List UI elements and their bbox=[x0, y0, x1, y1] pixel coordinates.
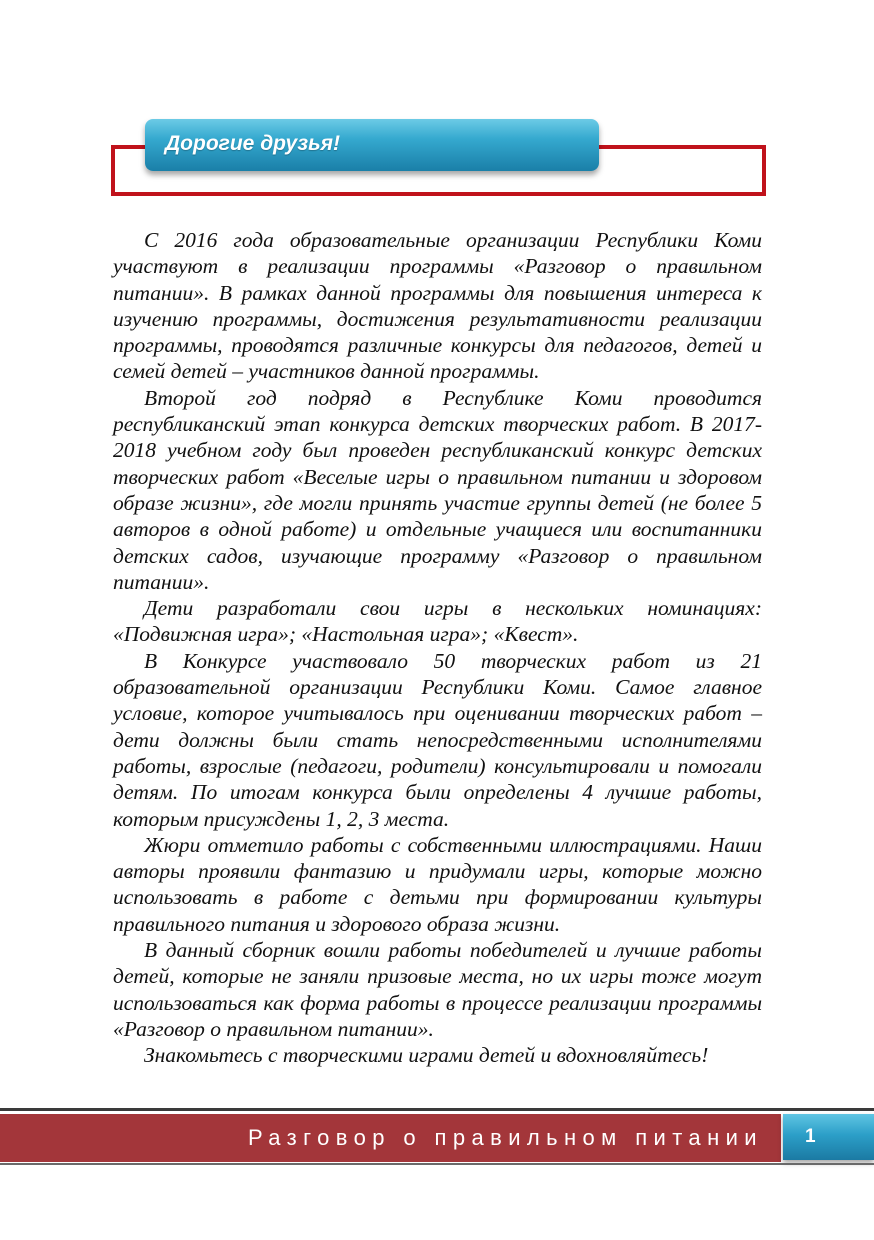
paragraph-6: В данный сборник вошли работы победителей и лучшие работы детей, которые не заняли призовые места, но их игры тоже могут использоваться как форма работы в процессе реализации программы «Разговор о правильном питании». bbox=[113, 938, 762, 1041]
footer-divider-bottom bbox=[0, 1163, 874, 1165]
paragraph-2: Второй год подряд в Республике Коми проводится республиканский этап конкурса детских творческих работ. В 2017-2018 учебном году был проведен республиканский конкурс детских творческих работ «Веселые игры о правильном питании и здоровом образе жизни», где могли принять участие группы детей (не более 5 авторов в одной работе) и отдельные учащиеся или воспитанники детских садов, изучающие программу «Разговор о правильном питании». bbox=[113, 385, 762, 594]
paragraph-7: Знакомьтесь с творческими играми детей и вдохновляйтесь! bbox=[144, 1043, 709, 1068]
paragraph-5: Жюри отметило работы с собственными иллюстрациями. Наши авторы проявили фантазию и придумали игры, которые можно использовать в работе с детьми при формировании культуры правильного питания и здорового образа жизни. bbox=[113, 832, 762, 936]
footer-divider-top bbox=[0, 1108, 874, 1111]
header-tab bbox=[145, 119, 599, 171]
paragraph-3: Дети разработали свои игры в нескольких номинациях: «Подвижная игра»; «Настольная игра»; «Квест». bbox=[113, 596, 762, 647]
paragraph-4: В Конкурсе участвовало 50 творческих работ из 21 образовательной организации Республики Коми. Самое главное условие, которое учитывалось при оценивании творческих работ – дети должны были стать непосредственными исполнителями работы, взрослые (педагоги, родители) консультировали и помогали детям. По итогам конкурса были определены 4 лучшие работы, которым присуждены 1, 2, 3 места. bbox=[113, 648, 762, 831]
page-title: Дорогие друзья! bbox=[165, 132, 340, 155]
body-text bbox=[113, 227, 762, 1069]
page-number: 1 bbox=[805, 1126, 816, 1147]
footer-title: Разговор о правильном питании bbox=[247, 1125, 763, 1150]
page-number-box bbox=[783, 1114, 874, 1160]
footer-bar bbox=[0, 1114, 781, 1162]
paragraph-1: С 2016 года образовательные организации Республики Коми участвуют в реализации программы «Разговор о правильном питании». В рамках данной программы для повышения интереса к изучению программы, достижения результативности реализации программы, проводятся различные конкурсы для педагогов, детей и семей детей – участников данной программы. bbox=[113, 228, 762, 384]
